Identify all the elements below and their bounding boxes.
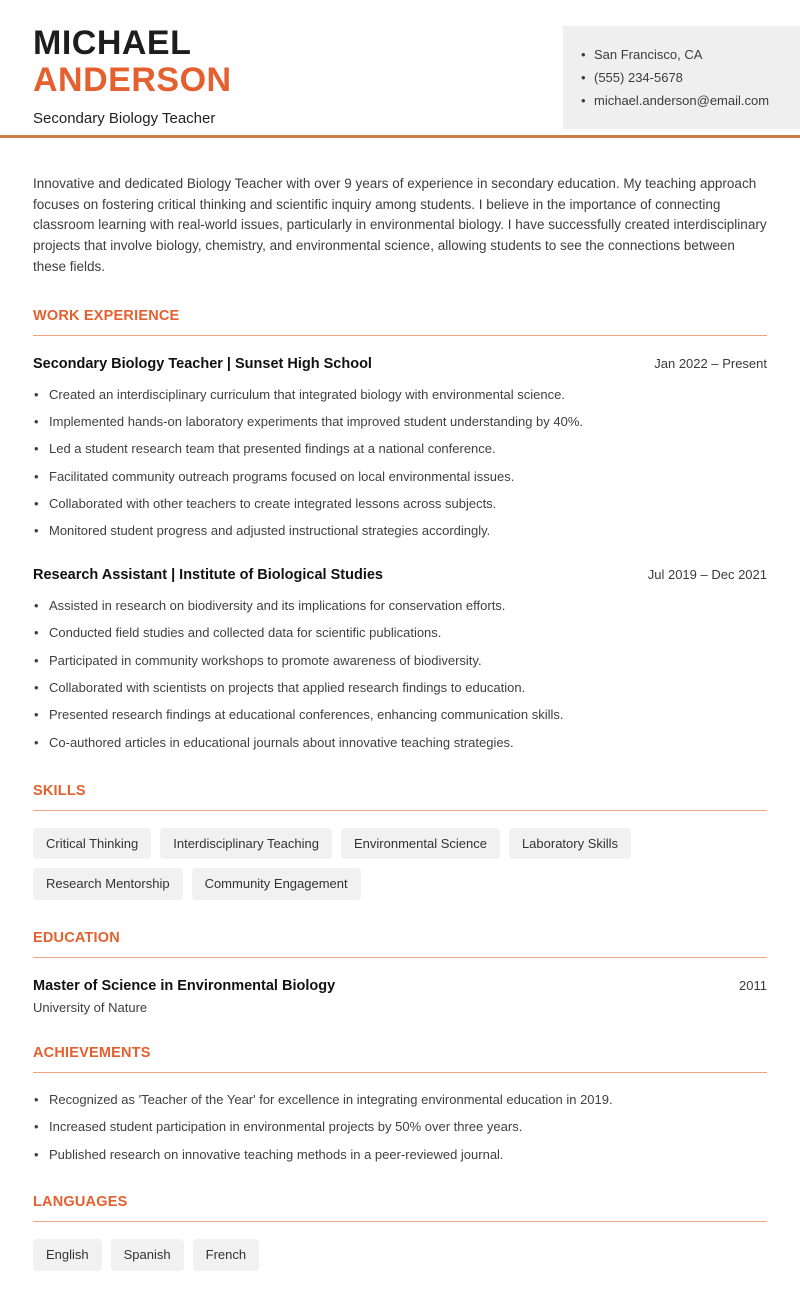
bullet-item: • Facilitated community outreach programs focused on local environmental issues.	[33, 468, 767, 487]
section-education	[33, 930, 767, 1015]
degree-title: Master of Science in Environmental Biology	[33, 977, 336, 994]
skill-chip: Environmental Science	[341, 828, 500, 860]
bullet-item: • Presented research findings at educational conferences, enhancing communication skills.	[33, 706, 767, 725]
job-header	[33, 567, 767, 583]
skill-chip: Community Engagement	[192, 868, 361, 900]
bullet-item: • Recognized as 'Teacher of the Year' for excellence in integrating environmental education in 2019.	[33, 1091, 767, 1110]
school-name: University of Nature	[33, 999, 148, 1015]
summary-paragraph: Innovative and dedicated Biology Teacher with over 9 years of experience in secondary education. My teaching approach focuses on fostering critical thinking and scientific inquiry among students. I believe in the importance of connecting classroom learning with real-world issues, particularly in environmental biology. I have successfully created interdisciplinary projects that involve biology, chemistry, and environmental science, allowing students to see the connections between these fields.	[33, 176, 767, 274]
resume-content	[0, 174, 800, 1311]
bullet-item: • Increased student participation in environmental projects by 50% over three years.	[33, 1118, 767, 1137]
header-job-title: Secondary Biology Teacher	[33, 110, 216, 127]
job-dates: Jul 2019 – Dec 2021	[647, 567, 767, 583]
education-entry	[33, 978, 767, 1015]
skill-chip: Research Mentorship	[33, 868, 183, 900]
job-title: Research Assistant | Institute of Biological Studies	[33, 567, 383, 584]
skills-chip-list	[33, 828, 767, 900]
bullet-item: • Assisted in research on biodiversity and its implications for conservation efforts.	[33, 597, 767, 616]
skill-chip: Laboratory Skills	[509, 828, 631, 860]
bullet-item: • Published research on innovative teaching methods in a peer-reviewed journal.	[33, 1146, 767, 1165]
bullet-item: • Participated in community workshops to promote awareness of biodiversity.	[33, 652, 767, 671]
skill-chip: Interdisciplinary Teaching	[160, 828, 332, 860]
bullet-item: • Collaborated with scientists on projects that applied research findings to education.	[33, 679, 767, 698]
languages-chip-list	[33, 1239, 767, 1271]
language-chip: French	[193, 1239, 259, 1271]
bullet-item: • Monitored student progress and adjusted instructional strategies accordingly.	[33, 522, 767, 541]
job-bullet-list	[33, 386, 767, 542]
bullet-item: • Collaborated with other teachers to create integrated lessons across subjects.	[33, 495, 767, 514]
education-year: 2011	[739, 977, 767, 993]
section-skills	[33, 783, 767, 900]
job-entry	[33, 356, 767, 542]
language-chip: Spanish	[111, 1239, 184, 1271]
bullet-item: • Implemented hands-on laboratory experiments that improved student understanding by 40%.	[33, 413, 767, 432]
bullet-item: • Created an interdisciplinary curriculum that integrated biology with environmental science.	[33, 386, 767, 405]
education-header	[33, 978, 767, 994]
job-entry	[33, 567, 767, 753]
achievements-bullet-list	[33, 1091, 767, 1165]
skill-chip: Critical Thinking	[33, 828, 151, 860]
achievements-heading: ACHIEVEMENTS	[33, 1045, 767, 1073]
section-languages	[33, 1194, 767, 1271]
name-block	[33, 26, 232, 127]
bullet-item: • Led a student research team that presented findings at a national conference.	[33, 440, 767, 459]
job-header	[33, 356, 767, 372]
bullet-item: • Conducted field studies and collected data for scientific publications.	[33, 624, 767, 643]
work-experience-heading: WORK EXPERIENCE	[33, 308, 767, 336]
first-name: MICHAEL	[33, 24, 192, 62]
skills-heading: SKILLS	[33, 783, 767, 811]
language-chip: English	[33, 1239, 102, 1271]
contact-location: • San Francisco, CA	[581, 45, 784, 64]
contact-phone: • (555) 234-5678	[581, 68, 784, 87]
last-name: ANDERSON	[33, 61, 232, 99]
section-work-experience	[33, 308, 767, 753]
bullet-item: • Co-authored articles in educational journals about innovative teaching strategies.	[33, 734, 767, 753]
languages-heading: LANGUAGES	[33, 1194, 767, 1222]
contact-box	[563, 26, 800, 129]
job-title: Secondary Biology Teacher | Sunset High School	[33, 355, 372, 372]
job-dates: Jan 2022 – Present	[654, 355, 767, 371]
section-achievements	[33, 1045, 767, 1165]
education-heading: EDUCATION	[33, 930, 767, 958]
job-bullet-list	[33, 597, 767, 753]
contact-email: • michael.anderson@email.com	[581, 91, 784, 110]
header-divider	[0, 135, 800, 138]
resume-header	[0, 0, 800, 129]
